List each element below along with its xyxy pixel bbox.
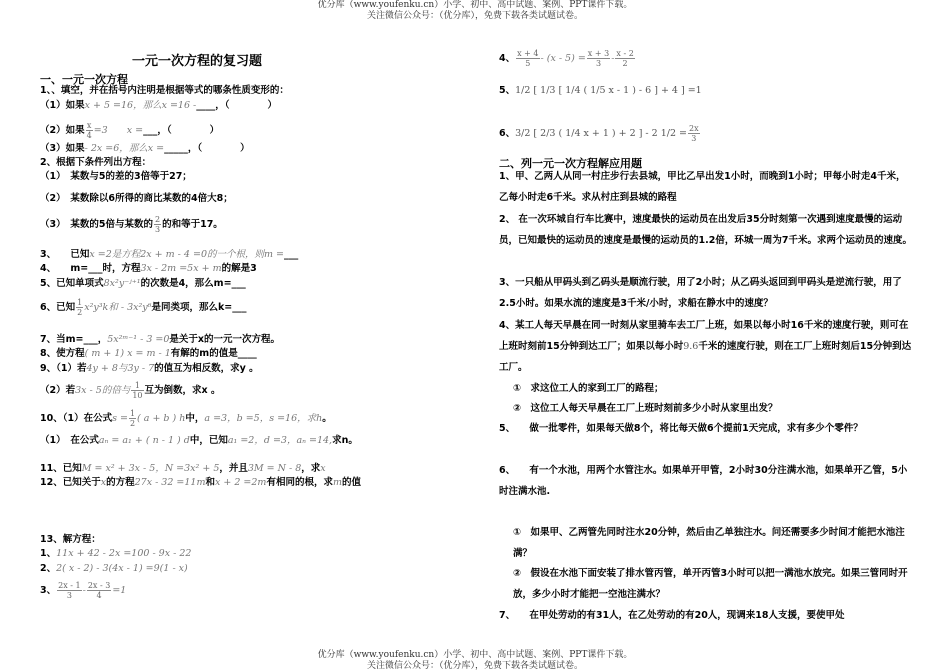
- fraction: $\frac{1}{10}$: [132, 381, 143, 400]
- fraction: $\frac{1}{2}$: [129, 409, 136, 428]
- header-line-2: 关注微信公众号：（优分库），免费下载各类试题试卷。: [366, 11, 583, 21]
- fraction: $\frac{2x}{3}$: [688, 124, 699, 143]
- q9-1: 9、（1）若4y + 8与3y - 7的值互为相反数，求y 。: [40, 363, 259, 374]
- q7: 7、当m=___，5x²ᵐ⁻¹ - 3 =0是关于x的一元一次方程。: [40, 334, 281, 345]
- q4: 4、 m=___时，方程3x - 2m =5x + m的解是3: [40, 263, 257, 274]
- footer-line-2: 关注微信公众号：（优分库），免费下载各类试题试卷。: [366, 661, 583, 671]
- q13-heading: 13、解方程：: [40, 534, 101, 545]
- problem-7: 7、 在甲处劳动的有31人，在乙处劳动的有20人，现调来18人支援，要使甲处: [499, 610, 845, 621]
- fraction: $\frac{2x - 3}{4}$: [87, 581, 111, 600]
- fraction: $\frac{2}{3}$: [154, 215, 161, 234]
- q1-item-2: （2）如果 $\frac{x}{4}$ =3 x =___，（ ）: [40, 121, 220, 140]
- header-line-1: 优分库（www.youfenku.cn）小学、初中、高中试题、案例、PPT课件下载。: [317, 0, 633, 10]
- q2-item-1: （1） 某数与5的差的3倍等于27；: [40, 171, 192, 182]
- fraction: $\frac{x + 4}{5}$: [517, 49, 539, 68]
- problem-4: 4、某工人每天早晨在同一时刻从家里骑车去工厂上班，如果以每小时16千米的速度行驶，则可在上班时刻前15分钟到达工厂；如果以每小时9.6千米的速度行驶，则在工厂上班时刻后15分钟到达工厂。: [499, 320, 912, 373]
- q1-item-1: （1）如果x + 5 =16，那么x =16 -____，（ ）: [40, 100, 278, 111]
- q5: 5、已知单项式8x²y⁻ʲ⁺¹的次数是4，那么m=___: [40, 278, 246, 289]
- problem-6: 6、 有一个水池，用两个水管注水。如果单开甲管，2小时30分注满水池，如果单开乙管，5小时注满水池.: [499, 465, 908, 497]
- fraction: $\frac{x - 2}{2}$: [616, 49, 634, 68]
- problem-1: 1、甲、乙两人从同一村庄步行去县城，甲比乙早出发1小时，而晚到1小时；甲每小时走4千米，乙每小时走6千米。求从村庄到县城的路程: [499, 171, 906, 203]
- solve-5: 5、1/2 [ 1/3 [ 1/4 ( 1/5 x - 1 ) - 6 ] + 4 ] =1: [499, 85, 702, 96]
- q10-2: （1） 在公式aₙ = a₁ + ( n - 1 ) d中，已知a₁ =2，d =3，aₙ =14,求n。: [40, 435, 358, 446]
- fraction: $\frac{2x - 1}{3}$: [58, 581, 81, 600]
- q2-heading: 2、根据下条件列出方程：: [40, 157, 152, 168]
- fraction: $\frac{x}{4}$: [86, 121, 92, 140]
- problem-2: 2、 在一次环城自行车比赛中，速度最快的运动员在出发后35分时刻第一次遇到速度最慢的运动员，已知最快的运动员的速度是最慢的运动员的1.2倍，环城一周为7千米。求两个运动员的速度。: [499, 214, 912, 246]
- q10-1: 10、（1）在公式s = $\frac{1}{2}$ ( a + b ) h中，a =3，b =5，s =16，求h。: [40, 409, 332, 428]
- section-2-heading: 二、列一元一次方程解应用题: [499, 157, 642, 170]
- solve-6: 6、3/2 [ 2/3 ( 1/4 x + 1 ) + 2 ] - 2 1/2 = $\frac{2x}{3}$: [499, 124, 699, 143]
- fraction: $\frac{1}{2}$: [77, 298, 83, 317]
- q1-heading: 1、、填空，并在括号内注明是根据等式的哪条性质变形的：: [40, 85, 289, 96]
- q11: 11、已知M = x² + 3x - 5，N =3x² + 5，并且3M = N - 8，求x: [40, 463, 326, 474]
- problem-6-sub-1: ① 如果甲、乙两管先同时注水20分钟，然后由乙单独注水。问还需要多少时间才能把水池注满？: [513, 527, 905, 559]
- page-footer: [0, 650, 950, 672]
- q12: 12、已知关于x的方程27x - 32 =11m和x + 2 =2m有相同的根，求m的值: [40, 477, 361, 488]
- problem-5: 5、 做一批零件，如果每天做8个，将比每天做6个提前1天完成，求有多少个零件？: [499, 423, 863, 434]
- problem-4-sub-1: ① 求这位工人的家到工厂的路程；: [513, 383, 664, 394]
- q6: 6、已知 $\frac{1}{2}$ x²y³k和 - 3x²y⁶是同类项，那么k=___: [40, 298, 247, 317]
- q8: 8、使方程( m + 1) x = m - 1有解的m的值是____: [40, 348, 257, 359]
- q2-item-3: （3） 某数的5倍与某数的 $\frac{2}{3}$ 的和等于17。: [40, 215, 223, 234]
- solve-4: 4、 $\frac{x + 4}{5}$ - (x - 5) = $\frac{x + 3}{3}$ - $\frac{x - 2}{2}$: [499, 49, 634, 68]
- problem-6-sub-2: ② 假设在水池下面安装了排水管丙管，单开丙管3小时可以把一满池水放完。如果三管同时开放，多少小时才能把一空池注满水？: [513, 568, 908, 600]
- right-column: [499, 0, 919, 671]
- solve-3: 3、 $\frac{2x - 1}{3}$ - $\frac{2x - 3}{4}$ =1: [40, 581, 127, 600]
- q3: 3、 已知x =2是方程2x + m - 4 =0的一个根，则m =___: [40, 249, 299, 260]
- q9-2: （2）若3x - 5的倍与 $\frac{1}{10}$ 互为倒数，求x 。: [40, 381, 221, 400]
- page-title: 一元一次方程的复习题: [132, 54, 263, 69]
- problem-4-sub-2: ② 这位工人每天早晨在工厂上班时刻前多少小时从家里出发？: [513, 403, 778, 414]
- q2-item-2: （2） 某数除以6所得的商比某数的4倍大8；: [40, 193, 233, 204]
- solve-1: 1、11x + 42 - 2x =100 - 9x - 22: [40, 548, 192, 559]
- problem-3: 3、一只船从甲码头到乙码头是顺流行驶，用了2小时；从乙码头返回到甲码头是逆流行驶，用了2.5小时。如果水流的速度是3千米/小时，求船在静水中的速度？: [499, 277, 902, 309]
- q1-item-3: （3）如果- 2x =6，那么x =_____，（ ）: [40, 143, 250, 154]
- left-column: [40, 0, 470, 671]
- section-1-heading: 一、一元一次方程: [40, 73, 128, 86]
- solve-2: 2、2( x - 2) - 3(4x - 1) =9(1 - x): [40, 563, 188, 574]
- fraction: $\frac{x + 3}{3}$: [587, 49, 610, 68]
- footer-line-1: 优分库（www.youfenku.cn）小学、初中、高中试题、案例、PPT课件下载。: [317, 650, 633, 660]
